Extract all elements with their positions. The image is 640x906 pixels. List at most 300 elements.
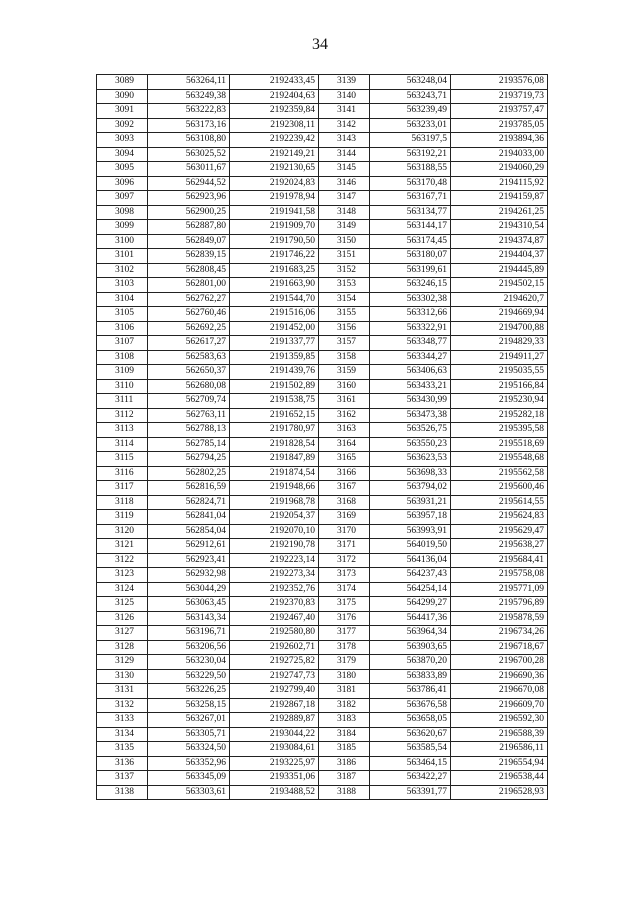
x-coordinate-right-cell: 563167,71 — [370, 191, 451, 206]
y-coordinate-left-cell: 2192580,80 — [230, 626, 319, 641]
table-row — [97, 452, 548, 467]
point-number-right-cell: 3142 — [319, 118, 370, 133]
x-coordinate-right-cell: 563199,61 — [370, 263, 451, 278]
point-number-right-cell: 3154 — [319, 292, 370, 307]
x-coordinate-left-cell: 563063,45 — [148, 597, 230, 612]
x-coordinate-right-cell: 563312,66 — [370, 307, 451, 322]
y-coordinate-right-cell: 2196592,30 — [451, 713, 548, 728]
x-coordinate-right-cell: 563473,38 — [370, 408, 451, 423]
x-coordinate-right-cell: 563585,54 — [370, 742, 451, 757]
table-row — [97, 263, 548, 278]
x-coordinate-right-cell: 564417,36 — [370, 611, 451, 626]
x-coordinate-left-cell: 562617,27 — [148, 336, 230, 351]
y-coordinate-left-cell: 2191359,85 — [230, 350, 319, 365]
y-coordinate-left-cell: 2191439,76 — [230, 365, 319, 380]
x-coordinate-left-cell: 563108,80 — [148, 133, 230, 148]
point-number-right-cell: 3166 — [319, 466, 370, 481]
y-coordinate-left-cell: 2191746,22 — [230, 249, 319, 264]
point-number-left-cell: 3112 — [97, 408, 148, 423]
y-coordinate-right-cell: 2194060,29 — [451, 162, 548, 177]
x-coordinate-right-cell: 564136,04 — [370, 553, 451, 568]
point-number-left-cell: 3095 — [97, 162, 148, 177]
y-coordinate-left-cell: 2192223,14 — [230, 553, 319, 568]
y-coordinate-right-cell: 2194033,00 — [451, 147, 548, 162]
point-number-right-cell: 3181 — [319, 684, 370, 699]
point-number-right-cell: 3179 — [319, 655, 370, 670]
x-coordinate-left-cell: 563222,83 — [148, 104, 230, 119]
x-coordinate-right-cell: 563786,41 — [370, 684, 451, 699]
table-row — [97, 118, 548, 133]
table-row — [97, 394, 548, 409]
y-coordinate-left-cell: 2192239,42 — [230, 133, 319, 148]
y-coordinate-right-cell: 2193719,73 — [451, 89, 548, 104]
point-number-left-cell: 3097 — [97, 191, 148, 206]
point-number-left-cell: 3092 — [97, 118, 148, 133]
x-coordinate-left-cell: 562794,25 — [148, 452, 230, 467]
table-row — [97, 133, 548, 148]
x-coordinate-left-cell: 563249,38 — [148, 89, 230, 104]
x-coordinate-right-cell: 564237,43 — [370, 568, 451, 583]
y-coordinate-right-cell: 2194502,15 — [451, 278, 548, 293]
x-coordinate-left-cell: 562808,45 — [148, 263, 230, 278]
y-coordinate-right-cell: 2195878,59 — [451, 611, 548, 626]
table-row — [97, 350, 548, 365]
y-coordinate-right-cell: 2194159,87 — [451, 191, 548, 206]
y-coordinate-right-cell: 2195758,08 — [451, 568, 548, 583]
point-number-right-cell: 3149 — [319, 220, 370, 235]
y-coordinate-right-cell: 2194620,7 — [451, 292, 548, 307]
table-row — [97, 408, 548, 423]
x-coordinate-left-cell: 562854,04 — [148, 524, 230, 539]
point-number-right-cell: 3172 — [319, 553, 370, 568]
table-row — [97, 481, 548, 496]
table-row — [97, 510, 548, 525]
y-coordinate-left-cell: 2192889,87 — [230, 713, 319, 728]
y-coordinate-left-cell: 2191941,58 — [230, 205, 319, 220]
point-number-left-cell: 3121 — [97, 539, 148, 554]
point-number-right-cell: 3159 — [319, 365, 370, 380]
table-row — [97, 771, 548, 786]
point-number-right-cell: 3152 — [319, 263, 370, 278]
x-coordinate-left-cell: 563011,67 — [148, 162, 230, 177]
y-coordinate-left-cell: 2191502,89 — [230, 379, 319, 394]
x-coordinate-right-cell: 563964,34 — [370, 626, 451, 641]
point-number-left-cell: 3108 — [97, 350, 148, 365]
table-row — [97, 495, 548, 510]
x-coordinate-left-cell: 563173,16 — [148, 118, 230, 133]
x-coordinate-right-cell: 563993,91 — [370, 524, 451, 539]
x-coordinate-right-cell: 563406,63 — [370, 365, 451, 380]
y-coordinate-left-cell: 2192467,40 — [230, 611, 319, 626]
point-number-right-cell: 3183 — [319, 713, 370, 728]
y-coordinate-left-cell: 2192602,71 — [230, 640, 319, 655]
point-number-right-cell: 3173 — [319, 568, 370, 583]
y-coordinate-right-cell: 2195771,09 — [451, 582, 548, 597]
page-number: 34 — [312, 36, 328, 53]
x-coordinate-left-cell: 562762,27 — [148, 292, 230, 307]
x-coordinate-left-cell: 563345,09 — [148, 771, 230, 786]
x-coordinate-right-cell: 563794,02 — [370, 481, 451, 496]
point-number-left-cell: 3101 — [97, 249, 148, 264]
table-row — [97, 379, 548, 394]
x-coordinate-left-cell: 563143,34 — [148, 611, 230, 626]
x-coordinate-right-cell: 563526,75 — [370, 423, 451, 438]
x-coordinate-right-cell: 563658,05 — [370, 713, 451, 728]
table-row — [97, 234, 548, 249]
x-coordinate-right-cell: 563957,18 — [370, 510, 451, 525]
x-coordinate-right-cell: 563233,01 — [370, 118, 451, 133]
y-coordinate-left-cell: 2191828,54 — [230, 437, 319, 452]
x-coordinate-left-cell: 563303,61 — [148, 785, 230, 800]
x-coordinate-right-cell: 563464,15 — [370, 756, 451, 771]
point-number-right-cell: 3170 — [319, 524, 370, 539]
x-coordinate-left-cell: 563264,11 — [148, 75, 230, 90]
x-coordinate-right-cell: 563931,21 — [370, 495, 451, 510]
point-number-right-cell: 3161 — [319, 394, 370, 409]
point-number-right-cell: 3185 — [319, 742, 370, 757]
point-number-left-cell: 3104 — [97, 292, 148, 307]
y-coordinate-left-cell: 2193084,61 — [230, 742, 319, 757]
x-coordinate-left-cell: 563044,29 — [148, 582, 230, 597]
table-row — [97, 191, 548, 206]
x-coordinate-left-cell: 563305,71 — [148, 727, 230, 742]
y-coordinate-right-cell: 2196528,93 — [451, 785, 548, 800]
y-coordinate-right-cell: 2194404,37 — [451, 249, 548, 264]
point-number-right-cell: 3158 — [319, 350, 370, 365]
table-row — [97, 176, 548, 191]
y-coordinate-right-cell: 2196588,39 — [451, 727, 548, 742]
point-number-right-cell: 3176 — [319, 611, 370, 626]
point-number-right-cell: 3184 — [319, 727, 370, 742]
y-coordinate-left-cell: 2191909,70 — [230, 220, 319, 235]
point-number-left-cell: 3122 — [97, 553, 148, 568]
point-number-left-cell: 3118 — [97, 495, 148, 510]
point-number-left-cell: 3111 — [97, 394, 148, 409]
y-coordinate-right-cell: 2193785,05 — [451, 118, 548, 133]
x-coordinate-left-cell: 563229,50 — [148, 669, 230, 684]
y-coordinate-right-cell: 2196718,67 — [451, 640, 548, 655]
point-number-left-cell: 3115 — [97, 452, 148, 467]
x-coordinate-left-cell: 563230,04 — [148, 655, 230, 670]
table-row — [97, 162, 548, 177]
y-coordinate-right-cell: 2195684,41 — [451, 553, 548, 568]
point-number-left-cell: 3098 — [97, 205, 148, 220]
x-coordinate-left-cell: 562912,61 — [148, 539, 230, 554]
y-coordinate-left-cell: 2191780,97 — [230, 423, 319, 438]
y-coordinate-left-cell: 2192867,18 — [230, 698, 319, 713]
point-number-left-cell: 3138 — [97, 785, 148, 800]
x-coordinate-left-cell: 562788,13 — [148, 423, 230, 438]
point-number-left-cell: 3105 — [97, 307, 148, 322]
point-number-left-cell: 3089 — [97, 75, 148, 90]
x-coordinate-right-cell: 563391,77 — [370, 785, 451, 800]
y-coordinate-left-cell: 2192747,73 — [230, 669, 319, 684]
x-coordinate-left-cell: 562816,59 — [148, 481, 230, 496]
y-coordinate-left-cell: 2191874,54 — [230, 466, 319, 481]
point-number-right-cell: 3157 — [319, 336, 370, 351]
point-number-left-cell: 3124 — [97, 582, 148, 597]
table-row — [97, 466, 548, 481]
x-coordinate-left-cell: 562887,80 — [148, 220, 230, 235]
table-row — [97, 597, 548, 612]
point-number-left-cell: 3110 — [97, 379, 148, 394]
y-coordinate-left-cell: 2191337,77 — [230, 336, 319, 351]
y-coordinate-right-cell: 2195614,55 — [451, 495, 548, 510]
table-row — [97, 582, 548, 597]
table-row — [97, 292, 548, 307]
y-coordinate-left-cell: 2191452,00 — [230, 321, 319, 336]
x-coordinate-right-cell: 563870,20 — [370, 655, 451, 670]
point-number-right-cell: 3160 — [319, 379, 370, 394]
y-coordinate-left-cell: 2192054,37 — [230, 510, 319, 525]
y-coordinate-left-cell: 2191790,50 — [230, 234, 319, 249]
x-coordinate-right-cell: 563620,67 — [370, 727, 451, 742]
x-coordinate-right-cell: 563246,15 — [370, 278, 451, 293]
point-number-left-cell: 3131 — [97, 684, 148, 699]
table-row — [97, 742, 548, 757]
y-coordinate-right-cell: 2195629,47 — [451, 524, 548, 539]
x-coordinate-left-cell: 562841,04 — [148, 510, 230, 525]
x-coordinate-left-cell: 562849,07 — [148, 234, 230, 249]
x-coordinate-left-cell: 562680,08 — [148, 379, 230, 394]
table-row — [97, 423, 548, 438]
y-coordinate-left-cell: 2191663,90 — [230, 278, 319, 293]
point-number-right-cell: 3147 — [319, 191, 370, 206]
y-coordinate-right-cell: 2196734,26 — [451, 626, 548, 641]
table-row — [97, 365, 548, 380]
point-number-left-cell: 3125 — [97, 597, 148, 612]
y-coordinate-right-cell: 2194115,92 — [451, 176, 548, 191]
table-row — [97, 104, 548, 119]
point-number-left-cell: 3130 — [97, 669, 148, 684]
x-coordinate-left-cell: 562801,00 — [148, 278, 230, 293]
table-row — [97, 321, 548, 336]
table-row — [97, 220, 548, 235]
y-coordinate-left-cell: 2193488,52 — [230, 785, 319, 800]
y-coordinate-right-cell: 2195562,58 — [451, 466, 548, 481]
y-coordinate-right-cell: 2195518,69 — [451, 437, 548, 452]
x-coordinate-left-cell: 562802,25 — [148, 466, 230, 481]
y-coordinate-right-cell: 2194911,27 — [451, 350, 548, 365]
point-number-left-cell: 3119 — [97, 510, 148, 525]
point-number-right-cell: 3148 — [319, 205, 370, 220]
table-row — [97, 698, 548, 713]
y-coordinate-right-cell: 2195395,58 — [451, 423, 548, 438]
x-coordinate-right-cell: 563348,77 — [370, 336, 451, 351]
y-coordinate-left-cell: 2191978,94 — [230, 191, 319, 206]
y-coordinate-right-cell: 2195600,46 — [451, 481, 548, 496]
table-row — [97, 205, 548, 220]
coordinates-table-body — [97, 75, 548, 800]
point-number-right-cell: 3156 — [319, 321, 370, 336]
x-coordinate-right-cell: 563192,21 — [370, 147, 451, 162]
y-coordinate-right-cell: 2193576,08 — [451, 75, 548, 90]
y-coordinate-left-cell: 2193044,22 — [230, 727, 319, 742]
y-coordinate-right-cell: 2195796,89 — [451, 597, 548, 612]
x-coordinate-left-cell: 563324,50 — [148, 742, 230, 757]
x-coordinate-left-cell: 563196,71 — [148, 626, 230, 641]
point-number-right-cell: 3178 — [319, 640, 370, 655]
y-coordinate-right-cell: 2195624,83 — [451, 510, 548, 525]
point-number-right-cell: 3182 — [319, 698, 370, 713]
point-number-right-cell: 3187 — [319, 771, 370, 786]
point-number-left-cell: 3091 — [97, 104, 148, 119]
y-coordinate-left-cell: 2191847,89 — [230, 452, 319, 467]
y-coordinate-right-cell: 2195035,55 — [451, 365, 548, 380]
y-coordinate-right-cell: 2196670,08 — [451, 684, 548, 699]
point-number-left-cell: 3099 — [97, 220, 148, 235]
y-coordinate-right-cell: 2195282,18 — [451, 408, 548, 423]
x-coordinate-right-cell: 563302,38 — [370, 292, 451, 307]
x-coordinate-left-cell: 562785,14 — [148, 437, 230, 452]
table-row — [97, 437, 548, 452]
y-coordinate-left-cell: 2191683,25 — [230, 263, 319, 278]
point-number-right-cell: 3167 — [319, 481, 370, 496]
y-coordinate-right-cell: 2194261,25 — [451, 205, 548, 220]
x-coordinate-right-cell: 563833,89 — [370, 669, 451, 684]
table-row — [97, 336, 548, 351]
y-coordinate-right-cell: 2194700,88 — [451, 321, 548, 336]
y-coordinate-left-cell: 2193351,06 — [230, 771, 319, 786]
y-coordinate-left-cell: 2192273,34 — [230, 568, 319, 583]
y-coordinate-left-cell: 2192352,76 — [230, 582, 319, 597]
table-row — [97, 785, 548, 800]
point-number-left-cell: 3128 — [97, 640, 148, 655]
coordinates-table — [96, 74, 548, 800]
point-number-right-cell: 3186 — [319, 756, 370, 771]
point-number-right-cell: 3145 — [319, 162, 370, 177]
table-row — [97, 249, 548, 264]
point-number-right-cell: 3163 — [319, 423, 370, 438]
table-row — [97, 524, 548, 539]
y-coordinate-left-cell: 2192725,82 — [230, 655, 319, 670]
x-coordinate-right-cell: 563239,49 — [370, 104, 451, 119]
x-coordinate-right-cell: 563170,48 — [370, 176, 451, 191]
table-row — [97, 756, 548, 771]
y-coordinate-right-cell: 2195230,94 — [451, 394, 548, 409]
table-row — [97, 655, 548, 670]
point-number-left-cell: 3109 — [97, 365, 148, 380]
y-coordinate-left-cell: 2192070,10 — [230, 524, 319, 539]
y-coordinate-right-cell: 2194374,87 — [451, 234, 548, 249]
x-coordinate-right-cell: 563903,65 — [370, 640, 451, 655]
table-row — [97, 568, 548, 583]
point-number-right-cell: 3153 — [319, 278, 370, 293]
point-number-right-cell: 3169 — [319, 510, 370, 525]
point-number-right-cell: 3139 — [319, 75, 370, 90]
y-coordinate-left-cell: 2191516,06 — [230, 307, 319, 322]
point-number-right-cell: 3188 — [319, 785, 370, 800]
y-coordinate-right-cell: 2194829,33 — [451, 336, 548, 351]
x-coordinate-right-cell: 563430,99 — [370, 394, 451, 409]
point-number-right-cell: 3151 — [319, 249, 370, 264]
y-coordinate-left-cell: 2192308,11 — [230, 118, 319, 133]
y-coordinate-left-cell: 2192433,45 — [230, 75, 319, 90]
table-row — [97, 669, 548, 684]
point-number-right-cell: 3171 — [319, 539, 370, 554]
table-row — [97, 75, 548, 90]
point-number-right-cell: 3140 — [319, 89, 370, 104]
point-number-left-cell: 3114 — [97, 437, 148, 452]
y-coordinate-right-cell: 2195548,68 — [451, 452, 548, 467]
x-coordinate-left-cell: 562763,11 — [148, 408, 230, 423]
y-coordinate-left-cell: 2192024,83 — [230, 176, 319, 191]
table-row — [97, 727, 548, 742]
y-coordinate-left-cell: 2193225,97 — [230, 756, 319, 771]
x-coordinate-right-cell: 563180,07 — [370, 249, 451, 264]
x-coordinate-right-cell: 563174,45 — [370, 234, 451, 249]
point-number-right-cell: 3150 — [319, 234, 370, 249]
point-number-left-cell: 3116 — [97, 466, 148, 481]
x-coordinate-left-cell: 562839,15 — [148, 249, 230, 264]
point-number-left-cell: 3127 — [97, 626, 148, 641]
y-coordinate-right-cell: 2193894,36 — [451, 133, 548, 148]
x-coordinate-right-cell: 563698,33 — [370, 466, 451, 481]
x-coordinate-left-cell: 562824,71 — [148, 495, 230, 510]
table-row — [97, 278, 548, 293]
point-number-left-cell: 3102 — [97, 263, 148, 278]
x-coordinate-left-cell: 562932,98 — [148, 568, 230, 583]
y-coordinate-right-cell: 2193757,47 — [451, 104, 548, 119]
x-coordinate-left-cell: 562709,74 — [148, 394, 230, 409]
x-coordinate-right-cell: 563197,5 — [370, 133, 451, 148]
y-coordinate-left-cell: 2192370,83 — [230, 597, 319, 612]
y-coordinate-left-cell: 2192359,84 — [230, 104, 319, 119]
y-coordinate-right-cell: 2194445,89 — [451, 263, 548, 278]
y-coordinate-right-cell: 2194669,94 — [451, 307, 548, 322]
x-coordinate-right-cell: 563422,27 — [370, 771, 451, 786]
point-number-left-cell: 3129 — [97, 655, 148, 670]
y-coordinate-left-cell: 2191538,75 — [230, 394, 319, 409]
point-number-left-cell: 3120 — [97, 524, 148, 539]
table-row — [97, 640, 548, 655]
x-coordinate-right-cell: 563623,53 — [370, 452, 451, 467]
table-row — [97, 553, 548, 568]
point-number-left-cell: 3123 — [97, 568, 148, 583]
point-number-left-cell: 3107 — [97, 336, 148, 351]
point-number-left-cell: 3093 — [97, 133, 148, 148]
y-coordinate-left-cell: 2191544,70 — [230, 292, 319, 307]
table-row — [97, 539, 548, 554]
point-number-left-cell: 3126 — [97, 611, 148, 626]
y-coordinate-right-cell: 2194310,54 — [451, 220, 548, 235]
x-coordinate-left-cell: 563206,56 — [148, 640, 230, 655]
table-row — [97, 147, 548, 162]
x-coordinate-left-cell: 562650,37 — [148, 365, 230, 380]
x-coordinate-right-cell: 563550,23 — [370, 437, 451, 452]
x-coordinate-left-cell: 562923,41 — [148, 553, 230, 568]
point-number-left-cell: 3134 — [97, 727, 148, 742]
point-number-right-cell: 3141 — [319, 104, 370, 119]
x-coordinate-right-cell: 563134,77 — [370, 205, 451, 220]
x-coordinate-left-cell: 562692,25 — [148, 321, 230, 336]
point-number-left-cell: 3135 — [97, 742, 148, 757]
y-coordinate-right-cell: 2196700,28 — [451, 655, 548, 670]
y-coordinate-left-cell: 2191968,78 — [230, 495, 319, 510]
point-number-right-cell: 3162 — [319, 408, 370, 423]
x-coordinate-left-cell: 563025,52 — [148, 147, 230, 162]
y-coordinate-right-cell: 2196609,70 — [451, 698, 548, 713]
y-coordinate-right-cell: 2196554,94 — [451, 756, 548, 771]
x-coordinate-left-cell: 563258,15 — [148, 698, 230, 713]
x-coordinate-left-cell: 562583,63 — [148, 350, 230, 365]
point-number-right-cell: 3180 — [319, 669, 370, 684]
x-coordinate-right-cell: 563144,17 — [370, 220, 451, 235]
x-coordinate-left-cell: 563226,25 — [148, 684, 230, 699]
y-coordinate-left-cell: 2191948,66 — [230, 481, 319, 496]
point-number-left-cell: 3113 — [97, 423, 148, 438]
point-number-right-cell: 3175 — [319, 597, 370, 612]
